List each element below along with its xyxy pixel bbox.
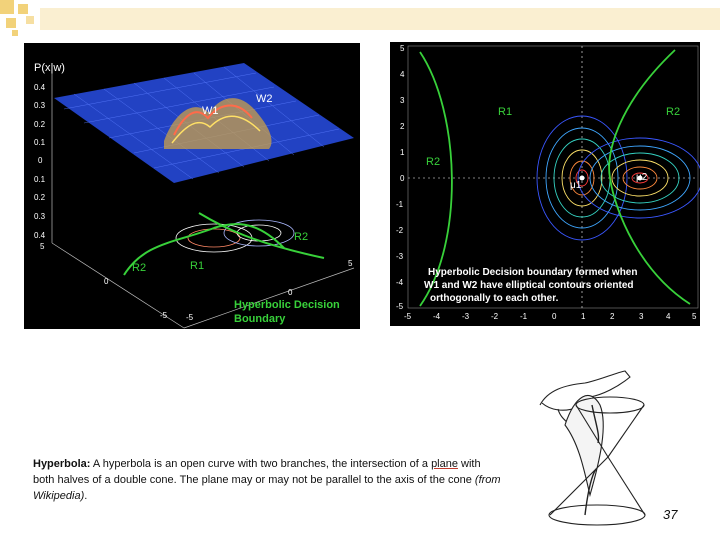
y-tick: 0.3 bbox=[34, 101, 46, 110]
y-tick: 3 bbox=[400, 96, 405, 105]
y-tick: 0.3 bbox=[34, 212, 46, 221]
right-contour-plot bbox=[390, 42, 700, 326]
plane-link[interactable]: plane bbox=[431, 458, 458, 470]
y-tick: 0 bbox=[400, 174, 405, 183]
caption-text-1: A hyperbola is an open curve with two branches, the intersection of a bbox=[90, 458, 432, 470]
y-tick: 4 bbox=[400, 70, 405, 79]
x-tick: 1 bbox=[581, 312, 586, 321]
x-tick: 0 bbox=[104, 277, 109, 286]
y-tick: 0.1 bbox=[34, 175, 46, 184]
y-tick: 2 bbox=[400, 122, 405, 131]
label-mu1: μ1 bbox=[570, 180, 582, 191]
y-tick: -1 bbox=[396, 200, 404, 209]
x-tick: -2 bbox=[491, 312, 499, 321]
y-tick: 1 bbox=[400, 148, 405, 157]
double-cone-illustration bbox=[530, 365, 655, 530]
label-r1: R1 bbox=[498, 106, 513, 118]
caption-text-2: with both halves of a double cone. The plane may or may not be parallel to the axis of the cone bbox=[33, 458, 481, 486]
annotation-line1: Hyperbolic Decision boundary formed when bbox=[428, 267, 638, 278]
y-tick: 0 bbox=[38, 156, 43, 165]
x-tick: 5 bbox=[692, 312, 697, 321]
y-tick: 0.2 bbox=[34, 193, 46, 202]
left-3d-plot bbox=[24, 43, 360, 329]
caption bbox=[33, 456, 503, 504]
y-tick: 0.1 bbox=[34, 138, 46, 147]
y-axis-label: P(x|w) bbox=[34, 62, 65, 74]
x-tick: 2 bbox=[610, 312, 615, 321]
boundary-caption: Hyperbolic Decision bbox=[234, 299, 340, 311]
x-tick: 5 bbox=[40, 242, 45, 251]
x-tick: 3 bbox=[639, 312, 644, 321]
y-tick: -5 bbox=[396, 302, 404, 311]
y-tick: 0.4 bbox=[34, 231, 46, 240]
y-tick: 0.4 bbox=[34, 83, 46, 92]
caption-end: . bbox=[84, 490, 88, 502]
label-r1: R1 bbox=[190, 260, 205, 272]
annotation-line3: orthogonally to each other. bbox=[430, 293, 559, 304]
y-tick: 0.2 bbox=[34, 120, 46, 129]
y-tick: -4 bbox=[396, 278, 404, 287]
caption-term: Hyperbola: bbox=[33, 458, 91, 470]
slide-number: 37 bbox=[663, 507, 678, 522]
label-mu2: μ2 bbox=[636, 172, 648, 183]
x-tick: 4 bbox=[666, 312, 671, 321]
y-tick: -2 bbox=[396, 226, 404, 235]
z-tick: 5 bbox=[348, 259, 353, 268]
x-tick: -3 bbox=[462, 312, 470, 321]
label-r2-left: R2 bbox=[132, 262, 147, 274]
label-r2: R2 bbox=[294, 231, 309, 243]
x-tick: -5 bbox=[404, 312, 412, 321]
x-tick: 0 bbox=[552, 312, 557, 321]
y-tick: 5 bbox=[400, 44, 405, 53]
label-w2: W2 bbox=[256, 93, 273, 105]
x-tick: -4 bbox=[433, 312, 441, 321]
label-r2: R2 bbox=[666, 106, 681, 118]
y-tick: -3 bbox=[396, 252, 404, 261]
z-tick: 0 bbox=[288, 288, 293, 297]
annotation-line2: W1 and W2 have elliptical contours oriented bbox=[424, 280, 634, 291]
z-tick: -5 bbox=[186, 313, 194, 322]
label-r2-left: R2 bbox=[426, 156, 441, 168]
boundary-caption-2: Boundary bbox=[234, 313, 286, 325]
corner-decoration bbox=[0, 0, 720, 44]
caption-source: (from Wikipedia) bbox=[33, 474, 501, 502]
x-tick: -1 bbox=[520, 312, 528, 321]
left-plot-graphic bbox=[24, 43, 360, 329]
label-w1: W1 bbox=[202, 105, 219, 117]
x-tick: -5 bbox=[160, 311, 168, 320]
